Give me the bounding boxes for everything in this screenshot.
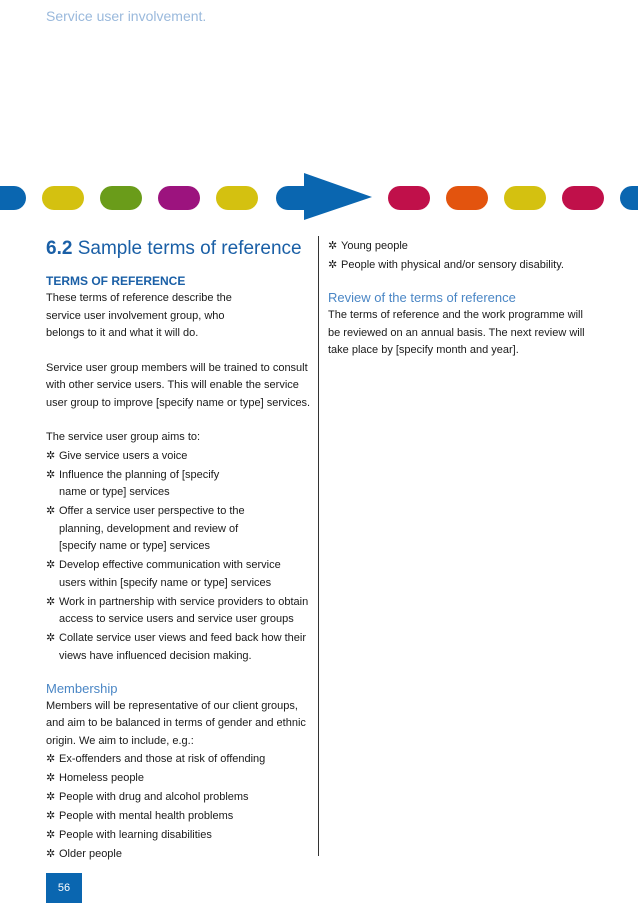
- review-heading: Review of the terms of reference: [328, 290, 516, 305]
- list-item: [46, 808, 314, 826]
- list-item-text: Offer a service user perspective to the planning, development and review of [specify name or type] services: [59, 505, 245, 552]
- list-item-text: Develop effective communication with service users within [specify name or type] services: [59, 559, 281, 589]
- column-divider: [318, 236, 319, 856]
- right-column: [328, 238, 598, 360]
- decorative-dot-strip: [0, 172, 638, 220]
- list-item-text: Young people: [341, 240, 408, 252]
- left-column: [46, 238, 314, 865]
- decor-pill: [620, 186, 638, 210]
- bullet-icon: ✲: [46, 468, 56, 481]
- bullet-icon: ✲: [46, 772, 56, 784]
- page-number: 56: [46, 873, 82, 903]
- list-item-text: Collate service user views and feed back how their views have influenced decision making.: [59, 632, 307, 662]
- bullet-icon: ✲: [46, 848, 56, 860]
- review-body: The terms of reference and the work programme will be reviewed on an annual basis. The next review will take place by [specify month and year].: [328, 309, 585, 356]
- list-item-text: People with drug and alcohol problems: [59, 791, 249, 803]
- membership-list: [46, 751, 314, 864]
- bullet-icon: ✲: [46, 505, 56, 517]
- decor-pill: [388, 186, 430, 210]
- list-item-text: Give service users a voice: [59, 449, 188, 462]
- list-item: [46, 594, 314, 629]
- list-item-text: People with mental health problems: [59, 810, 234, 822]
- list-item-text: Older people: [59, 848, 122, 860]
- list-item: [46, 770, 314, 788]
- list-item: [46, 751, 314, 769]
- section-title-text: Sample terms of reference: [72, 238, 302, 259]
- list-item: [46, 846, 314, 864]
- bullet-icon: ✲: [328, 259, 338, 271]
- decor-pill: [100, 186, 142, 210]
- bullet-icon: ✲: [46, 810, 56, 822]
- decor-pill: [158, 186, 200, 210]
- bullet-icon: ✲: [46, 559, 56, 571]
- bullet-icon: ✲: [46, 632, 56, 644]
- section-title: [46, 238, 314, 260]
- list-item-text: Influence the planning of [specify name or type] services: [59, 468, 220, 498]
- decor-pill: [42, 186, 84, 210]
- aims-intro: The service user group aims to:: [46, 431, 201, 443]
- list-item: [46, 448, 314, 466]
- section-number: 6.2: [46, 238, 73, 259]
- list-item: [46, 630, 309, 665]
- list-item-text: People with learning disabilities: [59, 829, 212, 841]
- arrow-right-icon: [276, 172, 372, 220]
- list-item-text: People with physical and/or sensory disability.: [341, 259, 564, 271]
- bullet-icon: ✲: [46, 449, 56, 462]
- bullet-icon: ✲: [46, 595, 56, 608]
- decor-pill: [216, 186, 258, 210]
- training-paragraph: Service user group members will be trained to consult with other service users. This will enable the service user group to improve [specify name or type] services.: [46, 361, 311, 409]
- bullet-icon: ✲: [328, 240, 338, 252]
- membership-heading: Membership: [46, 680, 118, 696]
- list-item: [328, 257, 598, 275]
- terms-heading: TERMS OF REFERENCE: [46, 274, 186, 288]
- running-head: Service user involvement.: [46, 8, 207, 24]
- list-item: [46, 789, 314, 807]
- list-item-text: Homeless people: [59, 772, 144, 784]
- decor-pill: [504, 186, 546, 210]
- membership-intro: Members will be representative of our client groups, and aim to be balanced in terms of gender and ethnic origin. We aim to include, e.g.:: [46, 699, 306, 747]
- bullet-icon: ✲: [46, 753, 56, 765]
- terms-intro: These terms of reference describe the service user involvement group, who belongs to it and what it will do.: [46, 292, 232, 339]
- decor-pill: [446, 186, 488, 210]
- aims-list: [46, 448, 314, 666]
- list-item: [46, 557, 309, 592]
- bullet-icon: ✲: [46, 829, 56, 841]
- list-item: [46, 503, 259, 556]
- list-item: [328, 238, 598, 256]
- list-item-text: Work in partnership with service providers to obtain access to service users and service user groups: [59, 595, 309, 625]
- list-item: [46, 467, 229, 502]
- decor-pill: [0, 186, 26, 210]
- membership-list-continued: [328, 238, 598, 275]
- bullet-icon: ✲: [46, 791, 56, 803]
- decor-pill: [562, 186, 604, 210]
- list-item: [46, 827, 314, 845]
- list-item-text: Ex-offenders and those at risk of offending: [59, 753, 266, 765]
